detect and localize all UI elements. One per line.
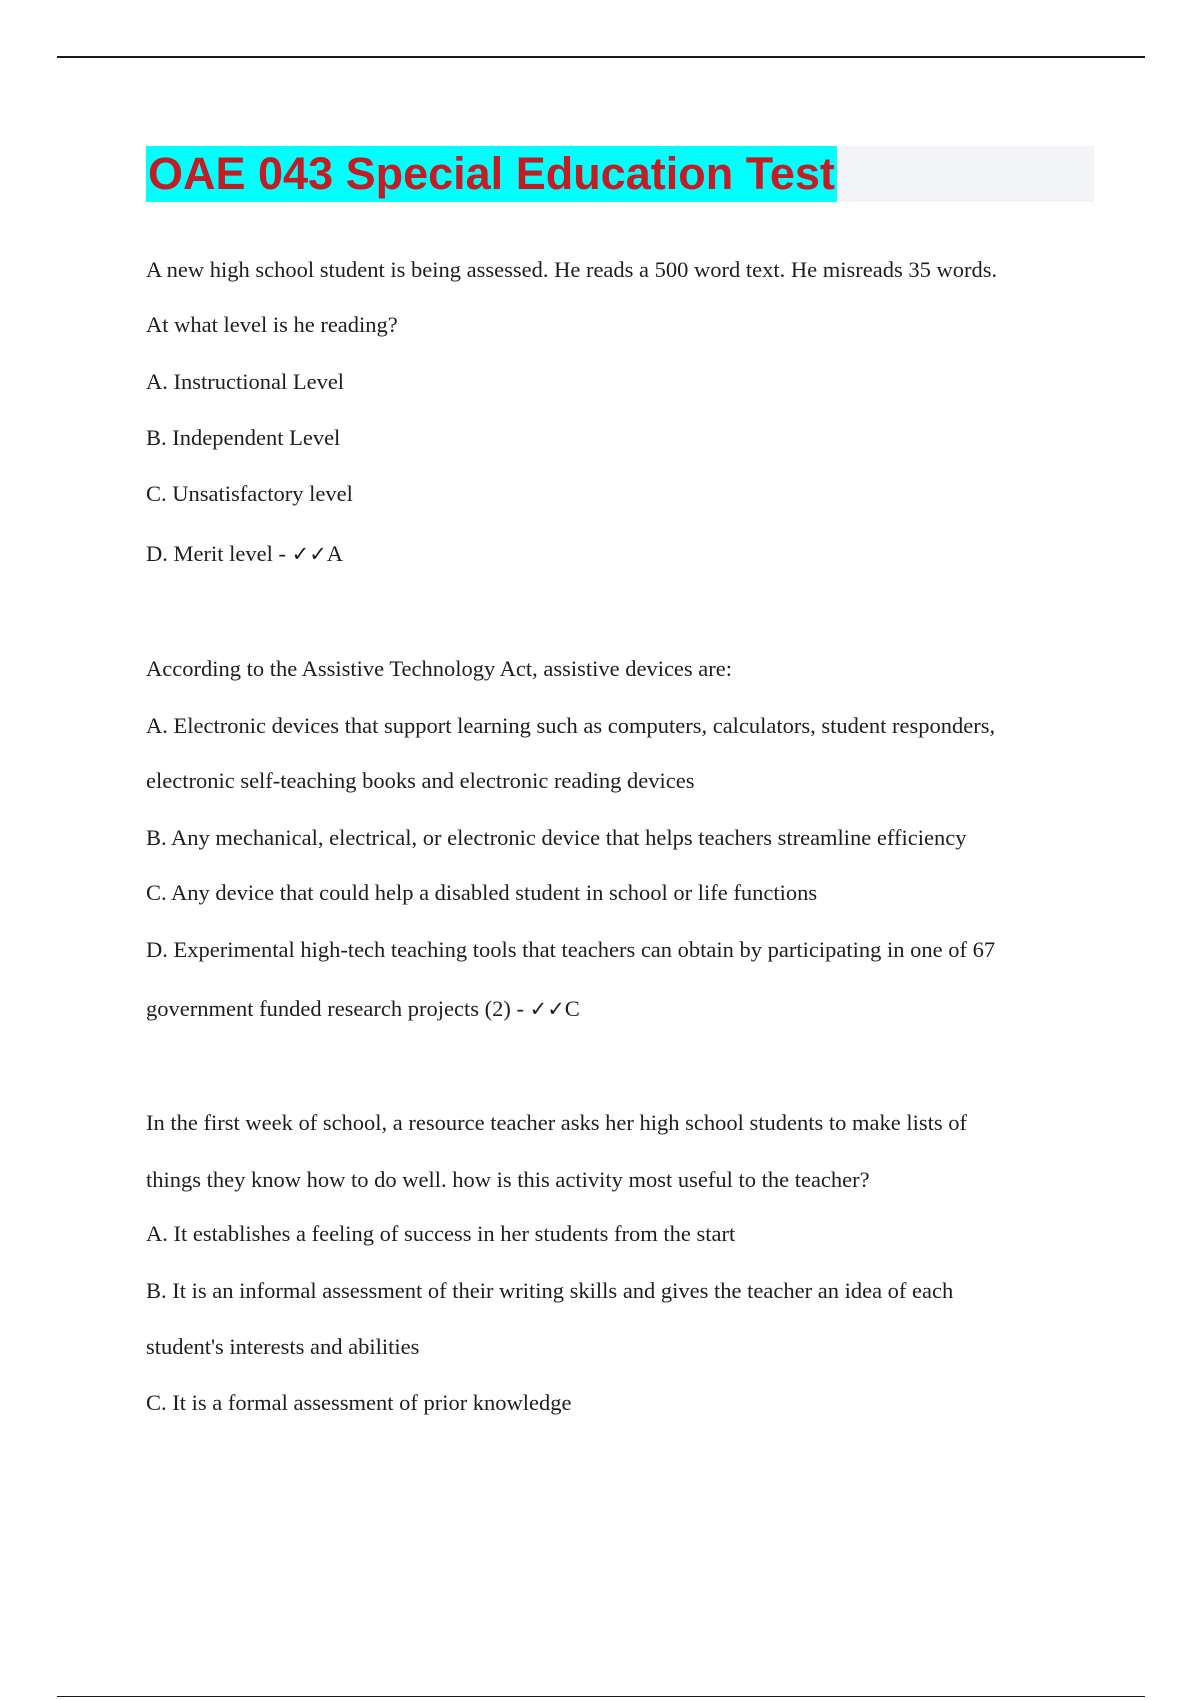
question-2-option-d-line-2 [146, 994, 580, 1024]
top-rule [57, 56, 1145, 58]
question-1-option-d-text: D. Merit level - [146, 541, 292, 566]
question-2-option-a-line-1: A. Electronic devices that support learning such as computers, calculators, student responders, [146, 713, 996, 738]
bottom-rule [57, 1696, 1145, 1697]
question-1-option-c: C. Unsatisfactory level [146, 481, 353, 506]
page-title: OAE 043 Special Education Test [146, 146, 837, 202]
question-2-option-a-line-2: electronic self-teaching books and electronic reading devices [146, 768, 695, 793]
question-1-answer: A [326, 541, 344, 566]
question-2-answer: C [564, 996, 580, 1021]
question-2-option-d-line-1: D. Experimental high-tech teaching tools that teachers can obtain by participating in one of 67 [146, 937, 996, 962]
question-2-stem-line-1: According to the Assistive Technology Act, assistive devices are: [146, 656, 733, 681]
question-1-option-a: A. Instructional Level [146, 369, 345, 394]
question-1-option-b: B. Independent Level [146, 425, 341, 450]
question-3-option-a: A. It establishes a feeling of success in her students from the start [146, 1221, 736, 1246]
check-mark-icon: ✓✓ [291, 542, 327, 566]
question-3-option-b-line-1: B. It is an informal assessment of their writing skills and gives the teacher an idea of each [146, 1278, 954, 1303]
question-1-option-d [146, 539, 343, 569]
question-3-stem-line-1: In the first week of school, a resource teacher asks her high school students to make lists of [146, 1110, 968, 1135]
question-1-stem-line-1: A new high school student is being assessed. He reads a 500 word text. He misreads 35 words. [146, 257, 998, 282]
question-3-option-b-line-2: student's interests and abilities [146, 1334, 420, 1359]
check-mark-icon: ✓✓ [529, 997, 565, 1021]
question-3-option-c: C. It is a formal assessment of prior knowledge [146, 1390, 572, 1415]
question-1-stem-line-2: At what level is he reading? [146, 312, 398, 337]
title-band [146, 146, 1094, 202]
question-2-option-d-text: government funded research projects (2) - [146, 996, 530, 1021]
question-2-option-c: C. Any device that could help a disabled student in school or life functions [146, 880, 818, 905]
question-3-stem-line-2: things they know how to do well. how is this activity most useful to the teacher? [146, 1167, 870, 1192]
question-2-option-b: B. Any mechanical, electrical, or electronic device that helps teachers streamline efficiency [146, 825, 967, 850]
